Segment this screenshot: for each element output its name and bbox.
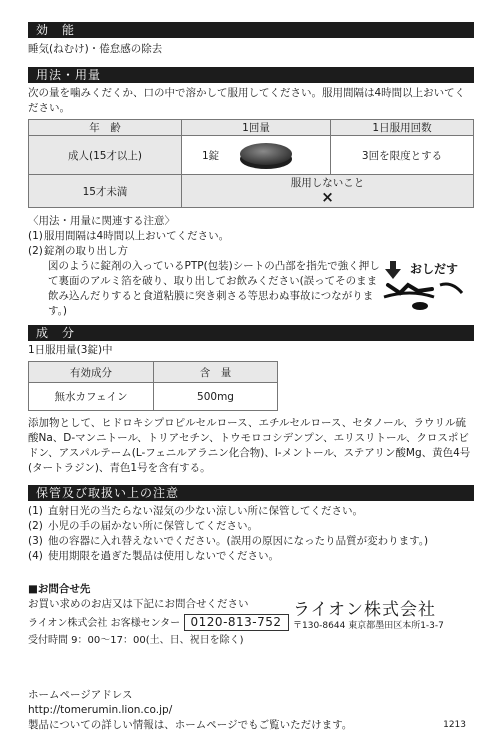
notes-detail: 図のように錠剤の入っているPTP(包装)シートの凸部を指先で強く押して裏面のアルミ箔を破り、取り出してお飲みください(誤ってそのまま飲み込んだりすると食道粘膜に突き刺さる等思わぬ事故につながります。) <box>48 260 380 317</box>
usage-text: 次の量を噛みくだくか、口の中で溶かして服用してください。服用間隔は4時間以上おいてください。 <box>28 87 466 114</box>
ingredients-header: 成 分 <box>28 325 474 341</box>
efficacy-header: 効 能 <box>28 22 474 38</box>
note-text: 錠剤の取り出し方 <box>44 245 128 257</box>
col-amount: 含 量 <box>154 362 278 383</box>
table-row <box>29 175 474 208</box>
list-item <box>28 549 474 564</box>
ingredient-amount: 500mg <box>154 383 278 411</box>
usage-header: 用法・用量 <box>28 67 474 83</box>
child-dose-text: 服用しないこと <box>290 177 365 189</box>
contact-title: ■お問合せ先 <box>28 583 91 595</box>
storage-header: 保管及び取扱い上の注意 <box>28 485 474 501</box>
times-value: 3回を限度とする <box>331 136 474 175</box>
phone-number: 0120-813-752 <box>184 614 289 631</box>
ingredients-subtitle: 1日服用量(3錠)中 <box>28 344 113 356</box>
item-text: 直射日光の当たらない湿気の少ない涼しい所に保管してください。 <box>48 505 363 517</box>
item-num: (3) <box>28 535 43 547</box>
note-num: (1) <box>28 230 43 242</box>
dose-value: 1錠 <box>202 149 220 162</box>
homepage-block <box>28 688 474 733</box>
brand-address: 〒130-8644 東京都墨田区本所1-3-7 <box>293 621 444 631</box>
col-dose: 1回量 <box>182 120 331 136</box>
col-ingredient: 有効成分 <box>29 362 154 383</box>
note-item <box>28 229 474 244</box>
contact-line: お買い求めのお店又は下記にお問合せください <box>28 598 249 610</box>
efficacy-text: 睡気(ねむけ)・倦怠感の除去 <box>28 43 163 55</box>
note-num: (2) <box>28 245 43 257</box>
contact-hours: 受付時間 9：00〜17：00(土、日、祝日を除く) <box>28 635 244 646</box>
child-dose-cell <box>182 175 474 208</box>
print-code: 1213 <box>443 720 466 730</box>
note-text: 服用間隔は4時間以上おいてください。 <box>44 230 230 242</box>
list-item <box>28 534 474 549</box>
list-item <box>28 504 474 519</box>
item-num: (4) <box>28 550 43 562</box>
package-insert <box>28 22 474 733</box>
cross-mark: × <box>321 188 334 206</box>
item-num: (2) <box>28 520 43 532</box>
contact-block <box>28 582 474 648</box>
item-num: (1) <box>28 505 43 517</box>
dosage-table <box>28 119 474 208</box>
list-item <box>28 519 474 534</box>
additives-text: 添加物として、ヒドロキシプロピルセルロース、エチルセルロース、セタノール、ラウリル硫酸Na、D-マンニトール、トリアセチン、トウモロコシデンプン、エリスリトール、クロスポビドン、アスパルテーム(L-フェニルアラニン化合物)、l-メントール、ステアリン酸Mg、黄色4号(タートラジン)、青色1号を含有する。 <box>28 417 471 474</box>
col-times: 1日服用回数 <box>331 120 474 136</box>
item-text: 小児の手の届かない所に保管してください。 <box>48 520 258 532</box>
homepage-label: ホームページアドレス <box>28 689 133 701</box>
col-age: 年 齢 <box>29 120 182 136</box>
contact-center <box>28 614 293 631</box>
push-figure <box>380 259 474 319</box>
item-text: 他の容器に入れ替えないでください。(誤用の原因になったり品質が変わります。) <box>48 535 429 547</box>
homepage-url[interactable]: http://tomerumin.lion.co.jp/ <box>28 704 173 716</box>
item-text: 使用期限を過ぎた製品は使用しないでください。 <box>48 550 279 562</box>
ingredients-table <box>28 361 278 411</box>
company-line: ライオン株式会社 お客様センター <box>28 618 181 629</box>
table-row <box>29 136 474 175</box>
push-label: おしだす <box>410 262 459 276</box>
homepage-note: 製品についての詳しい情報は、ホームページでもご覧いただけます。 <box>28 719 353 731</box>
brand-name: ライオン株式会社 <box>293 600 436 620</box>
note-item <box>28 244 474 259</box>
ingredient-name: 無水カフェイン <box>29 383 154 411</box>
tablet-icon <box>236 139 296 171</box>
storage-list <box>28 504 474 564</box>
age-adult: 成人(15才以上) <box>29 136 182 175</box>
age-child: 15才未満 <box>29 175 182 208</box>
table-row <box>29 383 278 411</box>
dose-cell <box>182 136 331 175</box>
notes-title: 〈用法・用量に関連する注意〉 <box>28 215 175 227</box>
